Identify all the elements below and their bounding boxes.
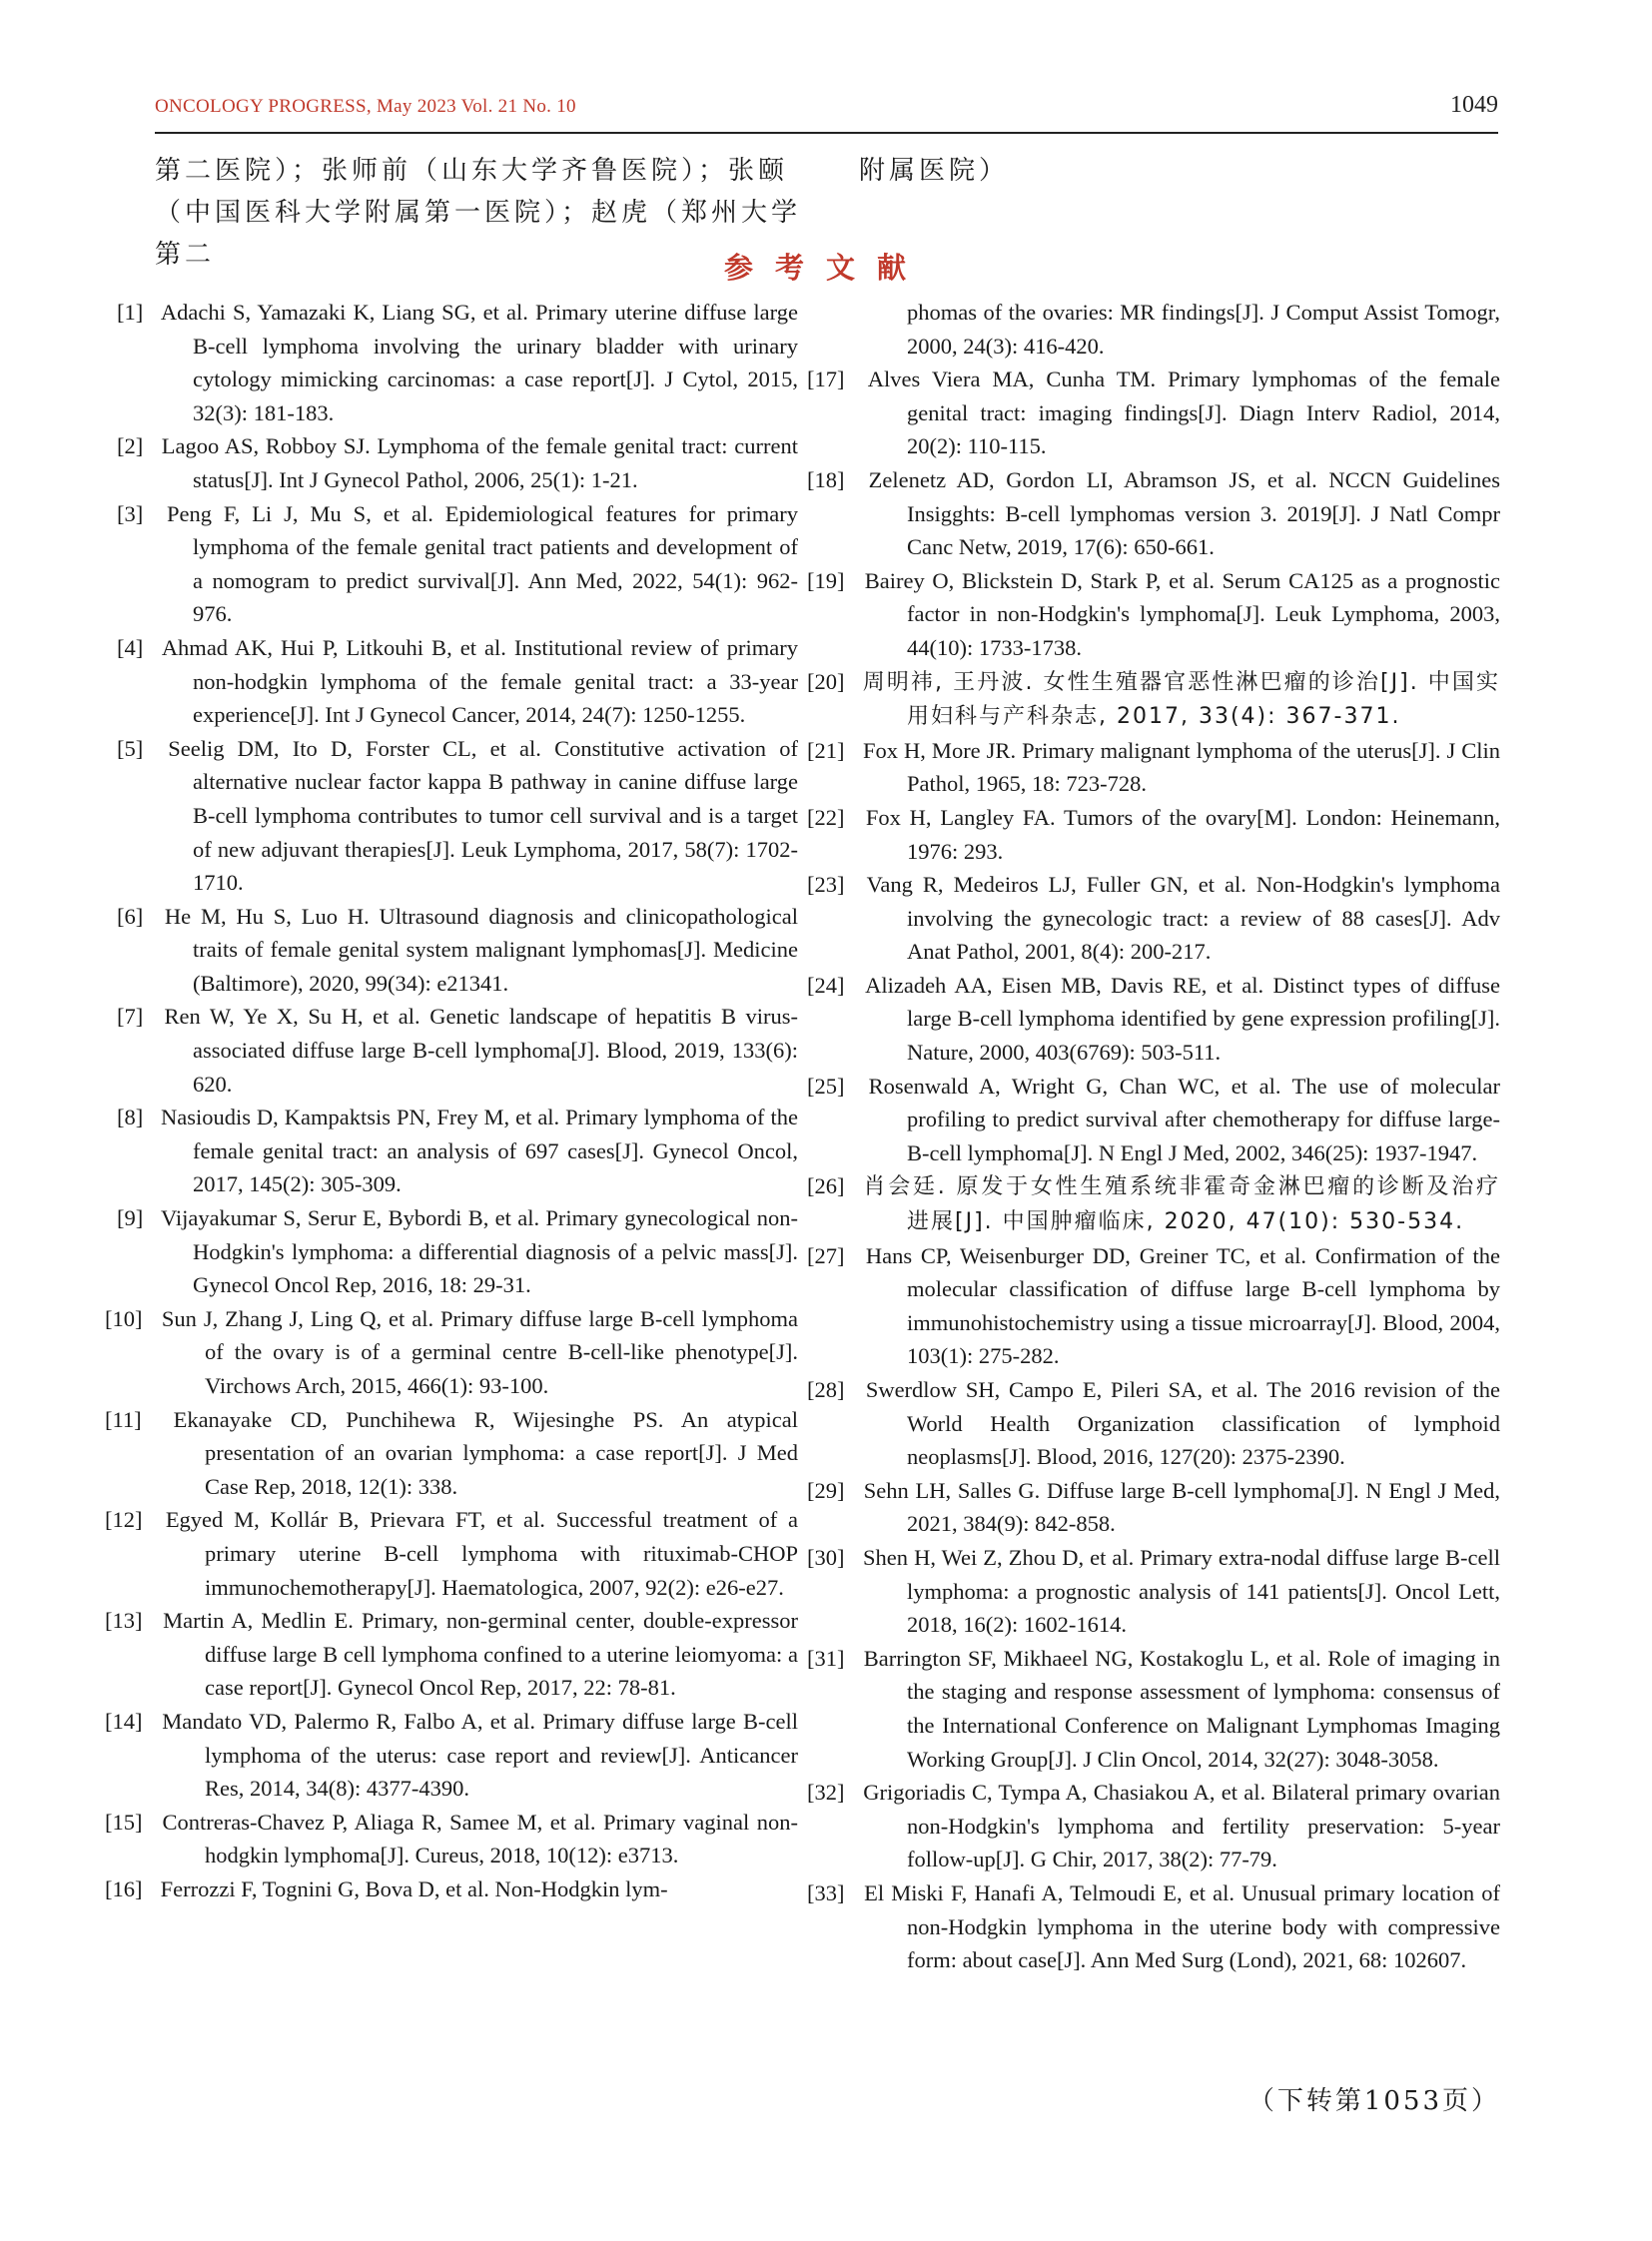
reference-text: He M, Hu S, Luo H. Ultrasound diagnosis and clinicopathological traits of female genital system malignant lymphomas[J]. Medicine (Baltimore), 2020, 99(34): e21341. — [164, 903, 799, 996]
reference-text: Adachi S, Yamazaki K, Liang SG, et al. Primary uterine diffuse large B-cell lymphoma involving the urinary bladder with urinary cytology mimicking carcinomas: a case report[J]. J Cytol, 2015, 32(3): 181-183. — [160, 300, 798, 425]
running-header — [155, 92, 1498, 134]
reference-text: Zelenetz AD, Gordon LI, Abramson JS, et al. NCCN Guidelines Insigghts: B-cell lymphomas version 3. 2019[J]. J Natl Compr Canc Netw, 2019, 17(6): 650-661. — [868, 466, 1501, 560]
reference-item: [14] Mandato VD, Palermo R, Falbo A, et al. Primary diffuse large B-cell lymphoma of the uterus: case report and review[J]. Anticancer Res, 2014, 34(8): 4377-4390. — [105, 1708, 798, 1802]
reference-text: Grigoriadis C, Tympa A, Chasiakou A, et al. Bilateral primary ovarian non-Hodgkin's lymphoma and fertility preservation: 5-year follow-up[J]. G Chir, 2017, 38(2): 77-79. — [863, 1780, 1500, 1872]
reference-text: Rosenwald A, Wright G, Chan WC, et al. The use of molecular profiling to predict survival after chemotherapy for diffuse large-B-cell lymphoma[J]. N Engl J Med, 2002, 346(25): 1937-1947. — [868, 1073, 1500, 1165]
reference-item: [32] Grigoriadis C, Tympa A, Chasiakou A, et al. Bilateral primary ovarian non-Hodgkin's lymphoma and fertility preservation: 5-year follow-up[J]. G Chir, 2017, 38(2): 77-79. — [807, 1780, 1500, 1872]
continued-on-note: （下转第1053页） — [1247, 2086, 1500, 2116]
reference-item: [27] Hans CP, Weisenburger DD, Greiner TC, et al. Confirmation of the molecular classification of diffuse large B-cell lymphoma by immunohistochemistry using a tissue microarray[J]. Blood, 2004, 103(1): 275-282. — [807, 1242, 1501, 1369]
reference-text: Martin A, Medlin E. Primary, non-germinal center, double-expressor diffuse large B cell lymphoma confined to a uterine leiomyoma: a case report[J]. Gynecol Oncol Rep, 2017, 22: 78-81. — [163, 1608, 799, 1701]
reference-item: [2] Lagoo AS, Robboy SJ. Lymphoma of the female genital tract: current status[J]. Int J Gynecol Pathol, 2006, 25(1): 1-21. — [117, 433, 798, 492]
reference-text: Ferrozzi F, Tognini G, Bova D, et al. Non-Hodgkin lym- — [160, 1875, 668, 1901]
reference-text: Alves Viera MA, Cunha TM. Primary lymphomas of the female genital tract: imaging findings[J]. Diagn Interv Radiol, 2014, 20(2): 110-115. — [867, 367, 1500, 459]
reference-item: [29] Sehn LH, Salles G. Diffuse large B-cell lymphoma[J]. N Engl J Med, 2021, 384(9): 842-858. — [807, 1477, 1500, 1537]
reference-text: Mandato VD, Palermo R, Falbo A, et al. Primary diffuse large B-cell lymphoma of the uterus: case report and review[J]. Anticancer Res, 2014, 34(8): 4377-4390. — [162, 1708, 798, 1802]
reference-text: Sun J, Zhang J, Ling Q, et al. Primary diffuse large B-cell lymphoma of the ovary is of a germinal centre B-cell-like phenotype[J]. Virchows Arch, 2015, 466(1): 93-100. — [161, 1305, 799, 1398]
reference-item: [6] He M, Hu S, Luo H. Ultrasound diagnosis and clinicopathological traits of female genital system malignant lymphomas[J]. Medicine (Baltimore), 2020, 99(34): e21341. — [117, 903, 799, 996]
reference-item: [5] Seelig DM, Ito D, Forster CL, et al. Constitutive activation of alternative nuclear factor kappa B pathway in canine diffuse large B-cell lymphoma contributes to tumor cell survival and is a target of new adjuvant therapies[J]. Leuk Lymphoma, 2017, 58(7): 1702-1710. — [117, 735, 799, 896]
journal-title: ONCOLOGY PROGRESS, May 2023 Vol. 21 No. 10 — [155, 96, 576, 117]
references-left-column — [105, 296, 799, 1906]
reference-item: [16] Ferrozzi F, Tognini G, Bova D, et al. Non-Hodgkin lym- — [105, 1875, 668, 1901]
reference-text: 肖会廷. 原发于女性生殖系统非霍奇金淋巴瘤的诊断及治疗进展[J]. 中国肿瘤临床, 2020, 47(10): 530-534. — [863, 1174, 1501, 1235]
reference-item: [4] Ahmad AK, Hui P, Litkouhi B, et al. Institutional review of primary non-hodgkin lymphoma of the female genital tract: a 33-year experience[J]. Int J Gynecol Cancer, 2014, 24(7): 1250-1255. — [117, 634, 798, 728]
reference-text: Barrington SF, Mikhaeel NG, Kostakoglu L, et al. Role of imaging in the staging and response assessment of lymphoma: consensus of the International Conference on Malignant Lymphomas Imaging Working Group[J]. J Clin Oncol, 2014, 32(27): 3048-3058. — [863, 1645, 1501, 1772]
reference-text: Vang R, Medeiros LJ, Fuller GN, et al. Non-Hodgkin's lymphoma involving the gynecologic tract: a review of 88 cases[J]. Adv Anat Pathol, 2001, 8(4): 200-217. — [866, 872, 1500, 965]
references-heading: 参考文献 — [723, 251, 928, 285]
reference-text: Nasioudis D, Kampaktsis PN, Frey M, et al. Primary lymphoma of the female genital tract: an analysis of 697 cases[J]. Gynecol Oncol, 2017, 145(2): 305-309. — [160, 1105, 798, 1197]
reference-text: Vijayakumar S, Serur E, Bybordi B, et al. Primary gynecological non-Hodgkin's lymphoma: a differential diagnosis of a pelvic mass[J]. Gynecol Oncol Rep, 2016, 18: 29-31. — [160, 1205, 799, 1298]
reference-item: [18] Zelenetz AD, Gordon LI, Abramson JS, et al. NCCN Guidelines Insigghts: B-cell lymphomas version 3. 2019[J]. J Natl Compr Canc Netw, 2019, 17(6): 650-661. — [807, 466, 1501, 560]
reference-item: [23] Vang R, Medeiros LJ, Fuller GN, et al. Non-Hodgkin's lymphoma involving the gynecologic tract: a review of 88 cases[J]. Adv Anat Pathol, 2001, 8(4): 200-217. — [807, 872, 1500, 965]
reference-text: Fox H, More JR. Primary malignant lymphoma of the uterus[J]. J Clin Pathol, 1965, 18: 723-728. — [863, 737, 1500, 797]
reference-item: [11] Ekanayake CD, Punchihewa R, Wijesinghe PS. An atypical presentation of an ovarian lymphoma: a case report[J]. J Med Case Rep, 2018, 12(1): 338. — [105, 1406, 799, 1499]
reference-item: [22] Fox H, Langley FA. Tumors of the ovary[M]. London: Heinemann, 1976: 293. — [807, 804, 1501, 864]
reference-item: [19] Bairey O, Blickstein D, Stark P, et al. Serum CA125 as a prognostic factor in non-Hodgkin's lymphoma[J]. Leuk Lymphoma, 2003, 44(10): 1733-1738. — [807, 567, 1500, 660]
reference-text: Ren W, Ye X, Su H, et al. Genetic landscape of hepatitis B virus-associated diffuse large B-cell lymphoma[J]. Blood, 2019, 133(6): 620. — [164, 1004, 799, 1097]
reference-text: Seelig DM, Ito D, Forster CL, et al. Constitutive activation of alternative nuclear factor kappa B pathway in canine diffuse large B-cell lymphoma contributes to tumor cell survival and is a target of new adjuvant therapies[J]. Leuk Lymphoma, 2017, 58(7): 1702-1710. — [168, 735, 799, 896]
reference-item: [30] Shen H, Wei Z, Zhou D, et al. Primary extra-nodal diffuse large B-cell lymphoma: a prognostic analysis of 141 patients[J]. Oncol Lett, 2018, 16(2): 1602-1614. — [807, 1544, 1501, 1638]
reference-text: Alizadeh AA, Eisen MB, Davis RE, et al. Distinct types of diffuse large B-cell lymphoma identified by gene expression profiling[J]. Nature, 2000, 403(6769): 503-511. — [865, 972, 1500, 1066]
reference-text: Lagoo AS, Robboy SJ. Lymphoma of the female genital tract: current status[J]. Int J Gynecol Pathol, 2006, 25(1): 1-21. — [161, 433, 798, 492]
reference-item: [31] Barrington SF, Mikhaeel NG, Kostakoglu L, et al. Role of imaging in the staging and response assessment of lymphoma: consensus of the International Conference on Malignant Lymphomas Imaging Working Group[J]. J Clin Oncol, 2014, 32(27): 3048-3058. — [807, 1645, 1501, 1772]
reference-text: Egyed M, Kollár B, Prievara FT, et al. Successful treatment of a primary uterine B-cell lymphoma with rituximab-CHOP immunochemotherapy[J]. Haematologica, 2007, 92(2): e26-e27. — [165, 1507, 799, 1600]
reference-item: [12] Egyed M, Kollár B, Prievara FT, et al. Successful treatment of a primary uterine B-cell lymphoma with rituximab-CHOP immunochemotherapy[J]. Haematologica, 2007, 92(2): e26-e27. — [105, 1507, 799, 1600]
reference-item: [20] 周明祎, 王丹波. 女性生殖器官恶性淋巴瘤的诊治[J]. 中国实用妇科与产科杂志, 2017, 33(4): 367-371. — [807, 668, 1500, 730]
reference-text: 周明祎, 王丹波. 女性生殖器官恶性淋巴瘤的诊治[J]. 中国实用妇科与产科杂志, 2017, 33(4): 367-371. — [862, 669, 1500, 730]
reference-text: Ekanayake CD, Punchihewa R, Wijesinghe PS. An atypical presentation of an ovarian lymphoma: a case report[J]. J Med Case Rep, 2018, 12(1): 338. — [173, 1406, 799, 1499]
continuation-right: 附属医院） — [859, 156, 1010, 186]
reference-item: [21] Fox H, More JR. Primary malignant lymphoma of the uterus[J]. J Clin Pathol, 1965, 18: 723-728. — [807, 737, 1500, 797]
reference-item: [15] Contreras-Chavez P, Aliaga R, Samee M, et al. Primary vaginal non-hodgkin lymphoma[J]. Cureus, 2018, 10(12): e3713. — [105, 1809, 799, 1868]
reference-item: [9] Vijayakumar S, Serur E, Bybordi B, et al. Primary gynecological non-Hodgkin's lymphoma: a differential diagnosis of a pelvic mass[J]. Gynecol Oncol Rep, 2016, 18: 29-31. — [117, 1205, 799, 1298]
reference-continuation: phomas of the ovaries: MR findings[J]. J Comput Assist Tomogr, 2000, 24(3): 416-420. — [907, 300, 1500, 359]
reference-item: [17] Alves Viera MA, Cunha TM. Primary lymphomas of the female genital tract: imaging findings[J]. Diagn Interv Radiol, 2014, 20(2): 110-115. — [807, 367, 1500, 459]
reference-text: Hans CP, Weisenburger DD, Greiner TC, et al. Confirmation of the molecular classification of diffuse large B-cell lymphoma by immunohistochemistry using a tissue microarray[J]. Blood, 2004, 103(1): 275-282. — [865, 1242, 1501, 1369]
reference-text: Shen H, Wei Z, Zhou D, et al. Primary extra-nodal diffuse large B-cell lymphoma: a prognostic analysis of 141 patients[J]. Oncol Lett, 2018, 16(2): 1602-1614. — [863, 1544, 1501, 1638]
reference-item: [24] Alizadeh AA, Eisen MB, Davis RE, et al. Distinct types of diffuse large B-cell lymphoma identified by gene expression profiling[J]. Nature, 2000, 403(6769): 503-511. — [807, 972, 1500, 1066]
reference-text: Bairey O, Blickstein D, Stark P, et al. Serum CA125 as a prognostic factor in non-Hodgkin's lymphoma[J]. Leuk Lymphoma, 2003, 44(10): 1733-1738. — [864, 567, 1500, 660]
reference-item: [33] El Miski F, Hanafi A, Telmoudi E, et al. Unusual primary location of non-Hodgkin lymphoma in the uterine body with compressive form: about case[J]. Ann Med Surg (Lond), 2021, 68: 102607. — [807, 1879, 1501, 1973]
reference-item: [26] 肖会廷. 原发于女性生殖系统非霍奇金淋巴瘤的诊断及治疗进展[J]. 中国肿瘤临床, 2020, 47(10): 530-534. — [807, 1173, 1501, 1235]
reference-item: [10] Sun J, Zhang J, Ling Q, et al. Primary diffuse large B-cell lymphoma of the ovary is of a germinal centre B-cell-like phenotype[J]. Virchows Arch, 2015, 466(1): 93-100. — [105, 1305, 799, 1398]
reference-item: [7] Ren W, Ye X, Su H, et al. Genetic landscape of hepatitis B virus-associated diffuse large B-cell lymphoma[J]. Blood, 2019, 133(6): 620. — [117, 1004, 799, 1097]
reference-text: Peng F, Li J, Mu S, et al. Epidemiological features for primary lymphoma of the female genital tract patients and development of a nomogram to predict survival[J]. Ann Med, 2022, 54(1): 962-976. — [166, 500, 798, 627]
reference-text: Swerdlow SH, Campo E, Pileri SA, et al. The 2016 revision of the World Health Organization classification of lymphoid neoplasms[J]. Blood, 2016, 127(20): 2375-2390. — [865, 1377, 1500, 1470]
reference-item: [13] Martin A, Medlin E. Primary, non-germinal center, double-expressor diffuse large B cell lymphoma confined to a uterine leiomyoma: a case report[J]. Gynecol Oncol Rep, 2017, 22: 78-81. — [105, 1608, 799, 1701]
reference-text: Fox H, Langley FA. Tumors of the ovary[M]. London: Heinemann, 1976: 293. — [865, 804, 1501, 864]
reference-item: [25] Rosenwald A, Wright G, Chan WC, et al. The use of molecular profiling to predict survival after chemotherapy for diffuse large-B-cell lymphoma[J]. N Engl J Med, 2002, 346(25): 1937-1947. — [807, 1073, 1500, 1165]
continuation-left: 第二医院）；张师前（山东大学齐鲁医院）；张颐（中国医科大学附属第一医院）；赵虎（郑州大学第二 — [155, 156, 802, 270]
reference-item: [1] Adachi S, Yamazaki K, Liang SG, et al. Primary uterine diffuse large B-cell lymphoma involving the urinary bladder with urinary cytology mimicking carcinomas: a case report[J]. J Cytol, 2015, 32(3): 181-183. — [117, 300, 798, 425]
reference-text: Sehn LH, Salles G. Diffuse large B-cell lymphoma[J]. N Engl J Med, 2021, 384(9): 842-858. — [863, 1477, 1500, 1537]
reference-item: [28] Swerdlow SH, Campo E, Pileri SA, et al. The 2016 revision of the World Health Organization classification of lymphoid neoplasms[J]. Blood, 2016, 127(20): 2375-2390. — [807, 1377, 1500, 1470]
reference-text: Contreras-Chavez P, Aliaga R, Samee M, et al. Primary vaginal non-hodgkin lymphoma[J]. Cureus, 2018, 10(12): e3713. — [162, 1809, 799, 1868]
reference-text: El Miski F, Hanafi A, Telmoudi E, et al. Unusual primary location of non-Hodgkin lymphoma in the uterine body with compressive form: about case[J]. Ann Med Surg (Lond), 2021, 68: 102607. — [864, 1879, 1501, 1973]
page-number: 1049 — [1450, 92, 1498, 118]
reference-text: Ahmad AK, Hui P, Litkouhi B, et al. Institutional review of primary non-hodgkin lymphoma of the female genital tract: a 33-year experience[J]. Int J Gynecol Cancer, 2014, 24(7): 1250-1255. — [161, 634, 798, 728]
reference-item: [8] Nasioudis D, Kampaktsis PN, Frey M, et al. Primary lymphoma of the female genital tract: an analysis of 697 cases[J]. Gynecol Oncol, 2017, 145(2): 305-309. — [117, 1105, 798, 1197]
reference-item: [3] Peng F, Li J, Mu S, et al. Epidemiological features for primary lymphoma of the female genital tract patients and development of a nomogram to predict survival[J]. Ann Med, 2022, 54(1): 962-976. — [117, 500, 798, 627]
references-right-column — [807, 296, 1501, 1977]
